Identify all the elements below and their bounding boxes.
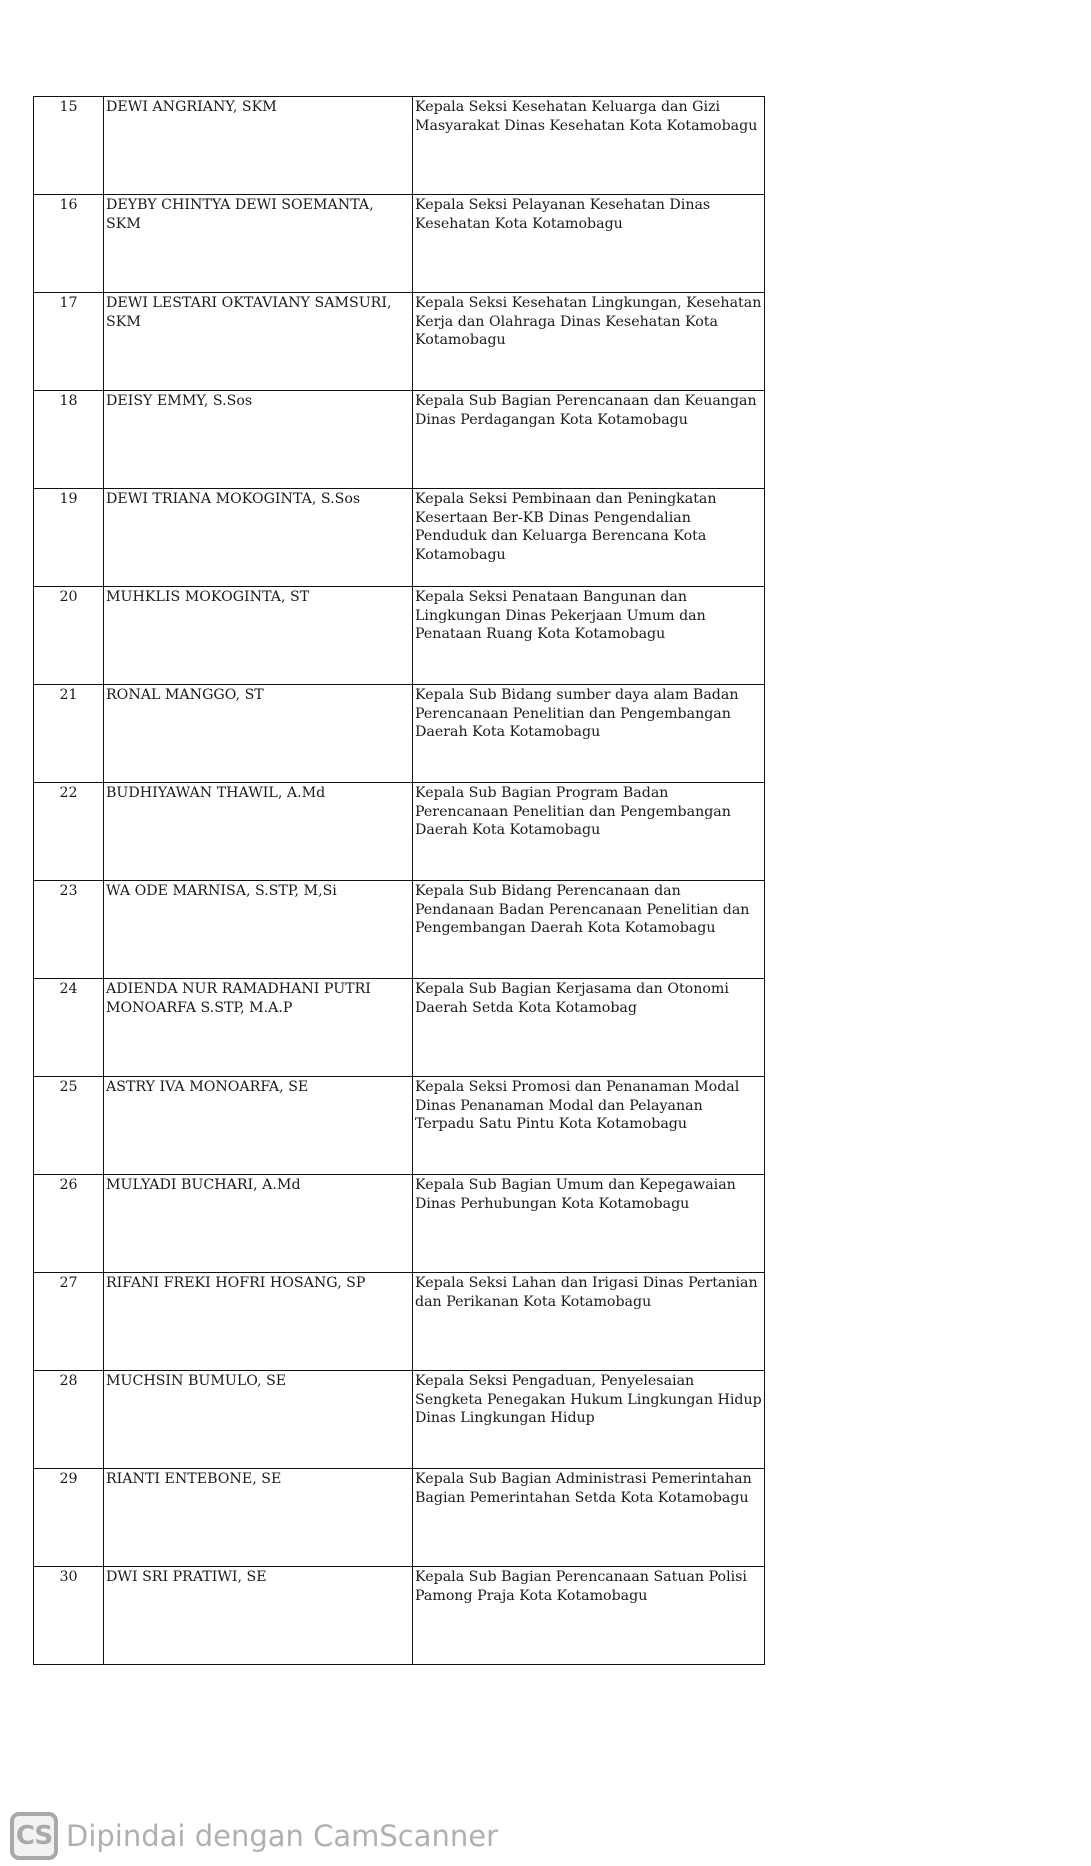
row-number: 15 (34, 97, 104, 195)
row-number: 17 (34, 293, 104, 391)
table-row (34, 1175, 765, 1273)
employee-name: ADIENDA NUR RAMADHANI PUTRI MONOARFA S.STP, M.A.P (104, 979, 413, 1077)
row-number: 26 (34, 1175, 104, 1273)
position-title: Kepala Sub Bagian Program Badan Perencanaan Penelitian dan Pengembangan Daerah Kota Kotamobagu (413, 783, 765, 881)
position-title: Kepala Sub Bidang sumber daya alam Badan Perencanaan Penelitian dan Pengembangan Daerah Kota Kotamobagu (413, 685, 765, 783)
camscanner-watermark (10, 1810, 498, 1862)
table-row (34, 391, 765, 489)
row-number: 21 (34, 685, 104, 783)
table-row (34, 685, 765, 783)
row-number: 29 (34, 1469, 104, 1567)
position-title: Kepala Sub Bagian Administrasi Pemerintahan Bagian Pemerintahan Setda Kota Kotamobagu (413, 1469, 765, 1567)
camscanner-logo-icon: CS (10, 1812, 58, 1860)
employee-name: RONAL MANGGO, ST (104, 685, 413, 783)
position-title: Kepala Seksi Pengaduan, Penyelesaian Sengketa Penegakan Hukum Lingkungan Hidup Dinas Lingkungan Hidup (413, 1371, 765, 1469)
employee-name: DWI SRI PRATIWI, SE (104, 1567, 413, 1665)
row-number: 23 (34, 881, 104, 979)
row-number: 30 (34, 1567, 104, 1665)
employee-name: MUCHSIN BUMULO, SE (104, 1371, 413, 1469)
employee-name: DEWI TRIANA MOKOGINTA, S.Sos (104, 489, 413, 587)
table-row (34, 1371, 765, 1469)
employee-name: DEWI ANGRIANY, SKM (104, 97, 413, 195)
row-number: 25 (34, 1077, 104, 1175)
table-row (34, 195, 765, 293)
employee-name: DEISY EMMY, S.Sos (104, 391, 413, 489)
table-row (34, 1469, 765, 1567)
employee-name: RIFANI FREKI HOFRI HOSANG, SP (104, 1273, 413, 1371)
table-row (34, 881, 765, 979)
position-title: Kepala Seksi Penataan Bangunan dan Lingkungan Dinas Pekerjaan Umum dan Penataan Ruang Kota Kotamobagu (413, 587, 765, 685)
employee-name: BUDHIYAWAN THAWIL, A.Md (104, 783, 413, 881)
table-row (34, 1077, 765, 1175)
employee-name: RIANTI ENTEBONE, SE (104, 1469, 413, 1567)
row-number: 24 (34, 979, 104, 1077)
employee-name: MULYADI BUCHARI, A.Md (104, 1175, 413, 1273)
row-number: 18 (34, 391, 104, 489)
table-row (34, 1567, 765, 1665)
position-title: Kepala Sub Bagian Perencanaan dan Keuangan Dinas Perdagangan Kota Kotamobagu (413, 391, 765, 489)
row-number: 19 (34, 489, 104, 587)
row-number: 28 (34, 1371, 104, 1469)
row-number: 27 (34, 1273, 104, 1371)
row-number: 20 (34, 587, 104, 685)
employee-name: ASTRY IVA MONOARFA, SE (104, 1077, 413, 1175)
position-title: Kepala Seksi Pelayanan Kesehatan Dinas Kesehatan Kota Kotamobagu (413, 195, 765, 293)
employee-name: WA ODE MARNISA, S.STP, M,Si (104, 881, 413, 979)
position-title: Kepala Seksi Pembinaan dan Peningkatan Kesertaan Ber-KB Dinas Pengendalian Penduduk dan Keluarga Berencana Kota Kotamobagu (413, 489, 765, 587)
position-title: Kepala Sub Bagian Kerjasama dan Otonomi Daerah Setda Kota Kotamobag (413, 979, 765, 1077)
position-title: Kepala Sub Bidang Perencanaan dan Pendanaan Badan Perencanaan Penelitian dan Pengembangan Daerah Kota Kotamobagu (413, 881, 765, 979)
employee-name: MUHKLIS MOKOGINTA, ST (104, 587, 413, 685)
table-row (34, 293, 765, 391)
employee-name: DEWI LESTARI OKTAVIANY SAMSURI, SKM (104, 293, 413, 391)
position-title: Kepala Seksi Lahan dan Irigasi Dinas Pertanian dan Perikanan Kota Kotamobagu (413, 1273, 765, 1371)
row-number: 22 (34, 783, 104, 881)
position-title: Kepala Seksi Kesehatan Lingkungan, Kesehatan Kerja dan Olahraga Dinas Kesehatan Kota Kotamobagu (413, 293, 765, 391)
position-title: Kepala Seksi Promosi dan Penanaman Modal Dinas Penanaman Modal dan Pelayanan Terpadu Satu Pintu Kota Kotamobagu (413, 1077, 765, 1175)
table-row (34, 97, 765, 195)
position-title: Kepala Sub Bagian Umum dan Kepegawaian Dinas Perhubungan Kota Kotamobagu (413, 1175, 765, 1273)
position-title: Kepala Sub Bagian Perencanaan Satuan Polisi Pamong Praja Kota Kotamobagu (413, 1567, 765, 1665)
table-row (34, 783, 765, 881)
table-row (34, 587, 765, 685)
row-number: 16 (34, 195, 104, 293)
position-title: Kepala Seksi Kesehatan Keluarga dan Gizi Masyarakat Dinas Kesehatan Kota Kotamobagu (413, 97, 765, 195)
watermark-text: Dipindai dengan CamScanner (66, 1819, 499, 1853)
employee-name: DEYBY CHINTYA DEWI SOEMANTA, SKM (104, 195, 413, 293)
table-row (34, 979, 765, 1077)
table-row (34, 1273, 765, 1371)
table-row (34, 489, 765, 587)
personnel-table (33, 96, 765, 1665)
